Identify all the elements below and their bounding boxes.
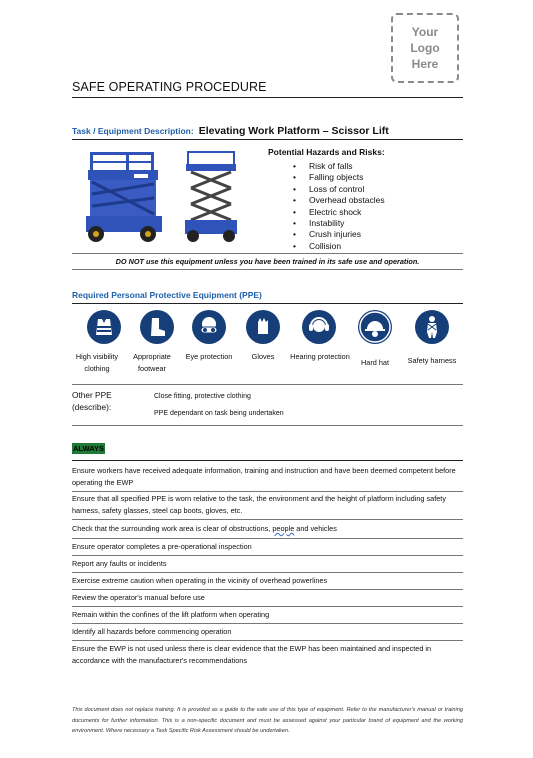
row-divider xyxy=(72,572,463,573)
hazards-title: Potential Hazards and Risks: xyxy=(268,147,385,157)
row-divider xyxy=(72,640,463,641)
hazard-item: • Collision xyxy=(293,241,385,252)
ppe-label-gloves: Gloves xyxy=(251,352,275,361)
task-description-row xyxy=(72,121,463,139)
ppe-label-footwear: Appropriate footwear xyxy=(133,352,171,373)
logo-placeholder xyxy=(391,13,459,83)
warning-top-divider xyxy=(72,253,463,254)
ppe-label-safety-harness: Safety harness xyxy=(407,356,457,365)
hazard-item: • Crush injuries xyxy=(293,229,385,240)
other-ppe-top-divider xyxy=(72,384,463,385)
hazard-item: • Overhead obstacles xyxy=(293,195,385,206)
always-row: Exercise extreme caution when operating in the vicinity of overhead powerlines xyxy=(72,576,328,585)
always-row: Ensure the EWP is not used unless there is clear evidence that the EWP has been maintained and inspected in accordance with the manufacturer's recommendations xyxy=(72,644,432,666)
safety-harness-icon xyxy=(415,310,449,344)
always-row: Ensure workers have received adequate information, training and instruction and have been deemed competent before operating the EWP xyxy=(72,466,456,488)
document-title: SAFE OPERATING PROCEDURE xyxy=(72,80,267,94)
scissor-lift-image-front xyxy=(86,148,168,246)
ppe-section-title: Required Personal Protective Equipment (PPE) xyxy=(72,290,262,300)
row-divider xyxy=(72,623,463,624)
row-divider xyxy=(72,555,463,556)
hard-hat-icon xyxy=(358,310,392,344)
logo-text-line-3: Here xyxy=(411,57,439,71)
row-divider xyxy=(72,491,463,492)
row-divider xyxy=(72,519,463,520)
boot-icon xyxy=(140,310,174,344)
hazards-list xyxy=(293,161,385,252)
ear-protection-icon xyxy=(302,310,336,344)
ppe-label-hearing-protection: Hearing protection xyxy=(290,352,350,361)
high-visibility-vest-icon xyxy=(87,310,121,344)
title-divider xyxy=(72,97,463,98)
always-row: Ensure operator completes a pre-operational inspection xyxy=(72,542,252,551)
always-row: Review the operator's manual before use xyxy=(72,593,205,602)
row-divider xyxy=(72,589,463,590)
always-row: Check that the surrounding work area is clear of obstructions, people and vehicles xyxy=(72,524,337,533)
other-ppe-label: Other PPE (describe): xyxy=(72,390,112,412)
hazard-item: • Electric shock xyxy=(293,207,385,218)
disclaimer-footer: This document does not replace training. It is provided as a guide to the safe use of this type of equipment. Refer to the manufacturer's manual or training documents for further information. This is a non-specific document and must be assessed against your particular brand of equipment and the working environment. Where necessary a Task Specific Risk Assessment should be undertaken. xyxy=(72,707,463,734)
other-ppe-bottom-divider xyxy=(72,425,463,426)
task-divider xyxy=(72,139,463,140)
always-row: Remain within the confines of the lift platform when operating xyxy=(72,610,270,619)
row-divider xyxy=(72,606,463,607)
ppe-label-hard-hat: Hard hat xyxy=(361,358,389,367)
logo-text-line-2: Logo xyxy=(410,41,440,55)
task-label: Task / Equipment Description: xyxy=(72,126,194,136)
other-ppe-line-2: PPE dependant on task being undertaken xyxy=(154,410,284,417)
logo-text-line-1: Your xyxy=(411,25,439,39)
training-warning: DO NOT use this equipment unless you have been trained in its safe use and operation. xyxy=(115,257,420,266)
always-row: Ensure that all specified PPE is worn relative to the task, the environment and the height of platform including safety harness, safety glasses, steel cap boots, gloves, etc. xyxy=(72,494,446,516)
glove-icon xyxy=(246,310,280,344)
hazard-item: • Instability xyxy=(293,218,385,229)
hazard-item: • Loss of control xyxy=(293,184,385,195)
task-value: Elevating Work Platform – Scissor Lift xyxy=(198,125,389,137)
hazard-item: • Risk of falls xyxy=(293,161,385,172)
goggles-icon xyxy=(192,310,226,344)
always-row: Report any faults or incidents xyxy=(72,559,167,568)
ppe-divider xyxy=(72,303,463,304)
always-row: Identify all hazards before commencing operation xyxy=(72,627,232,636)
warning-bottom-divider xyxy=(72,269,463,270)
ppe-label-high-visibility: High visibility clothing xyxy=(75,352,119,373)
row-divider xyxy=(72,538,463,539)
always-heading: ALWAYS xyxy=(73,444,104,453)
scissor-lift-image-side xyxy=(183,148,239,244)
ppe-label-eye-protection: Eye protection xyxy=(185,352,233,361)
always-divider xyxy=(72,460,463,461)
hazard-item: • Falling objects xyxy=(293,172,385,183)
other-ppe-line-1: Close fitting, protective clothing xyxy=(154,393,251,400)
